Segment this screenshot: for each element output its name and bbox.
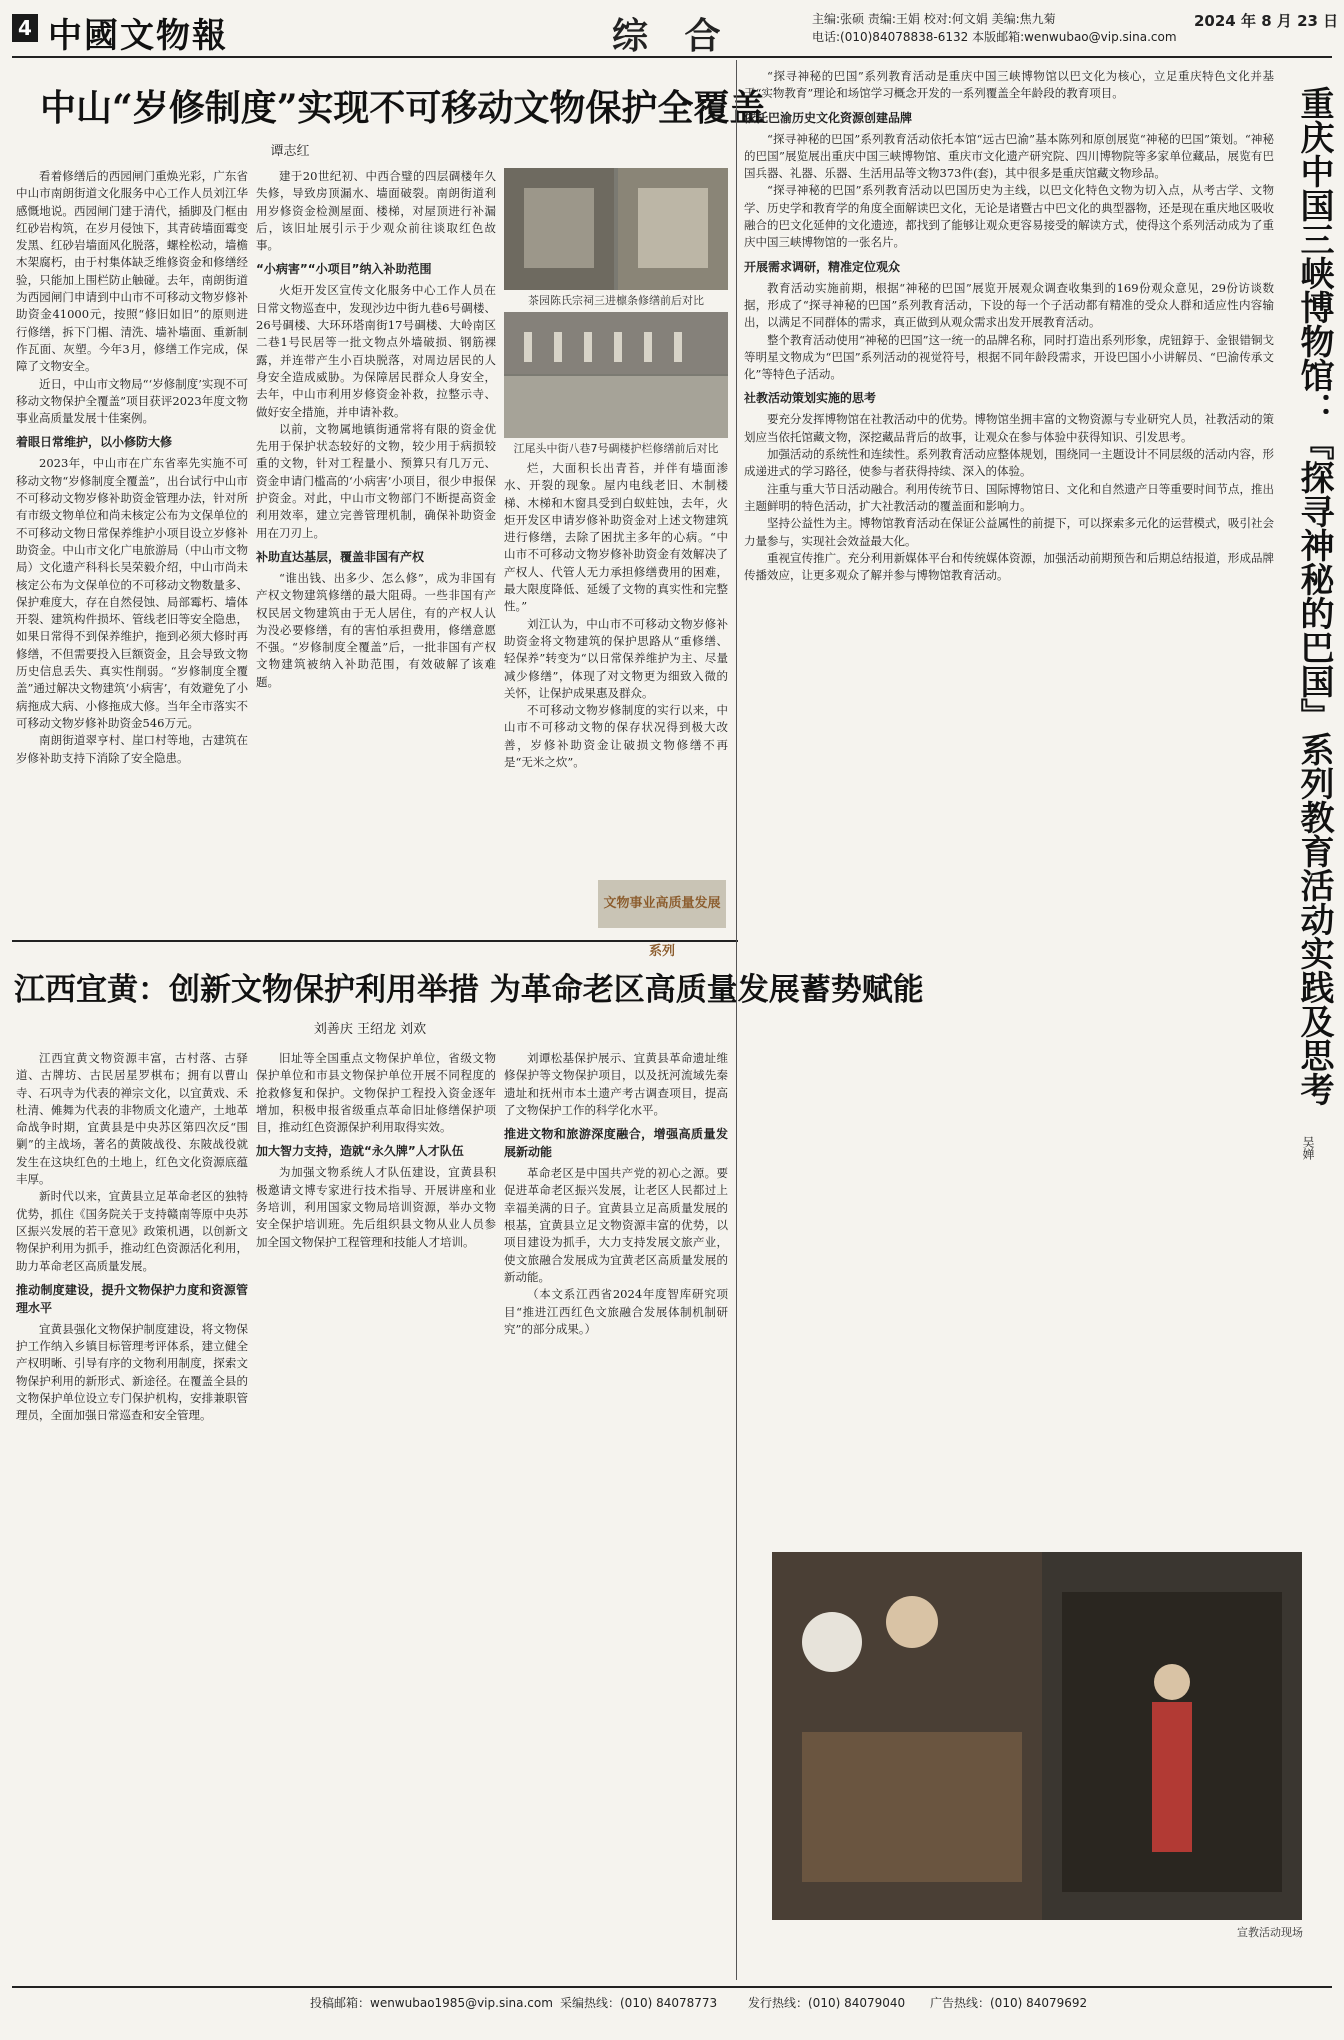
paragraph: 近日，中山市文物局“‘岁修制度’实现不可移动文物保护全覆盖”项目获评2023年度文物事业高质量发展十佳案例。: [16, 376, 248, 426]
subheading: 开展需求调研，精准定位观众: [744, 259, 901, 274]
paragraph: “探寻神秘的巴国”系列教育活动依托本馆“远古巴渝”基本陈列和原创展览“神秘的巴国”策划。“神秘的巴国”展览展出重庆中国三峡博物馆、重庆市文化遗产研究院、四川博物院等多家单位藏品，展览有巴国兵器、礼器、乐器、生活用品等文物373件(套)，其中很多是重庆馆藏文物珍品。: [744, 131, 1274, 181]
editors-line: 主编:张硕 责编:王娟 校对:何文娟 美编:焦九菊: [812, 12, 1056, 26]
paragraph: 以前，文物属地镇街通常将有限的资金优先用于保护状态较好的文物，较少用于病损较重的文物，针对工程量小、预算只有几万元、资金申请门槛高的‘小病害’小项目，很少申报保护资金。对此，中山市文物部门不断提高资金利用效率，建立完善管理机制，确保补助资金用在刀刃上。: [256, 421, 496, 540]
paragraph: 烂，大面积长出青苔，并伴有墙面渗水、开裂的现象。屋内电线老旧、木制楼梯、木梯和木窗具受到白蚁蛀蚀，去年，火炬开发区申请岁修补助资金对上述文物建筑进行修缮，去除了困扰主多年的心病。“中山市不可移动文物岁修补助资金有效解决了产权人、代管人无力承担修缮费用的困难，最大限度降低、延缓了文物的真实性和完整性。”: [504, 461, 728, 614]
paragraph: 为加强文物系统人才队伍建设，宜黄县积极邀请文博专家进行技术指导、开展讲座和业务培训，利用国家文物局培训资源，举办文物安全保护培训班。先后组织县文物从业人员参加全国文物保护工程管理和技能人才培训。: [256, 1165, 496, 1249]
photo3-caption: 宣教活动现场: [1237, 1926, 1303, 1939]
building-photo-before-after: [504, 168, 728, 290]
paragraph: 教育活动实施前期，根据“神秘的巴国”展览开展观众调查收集到的169份观众意见，29份访谈数据，形成了“探寻神秘的巴国”系列教育活动，下设的每一个子活动都有精准的受众人群和适应性内容输出，以满足不同群体的需求，真正做到从观众需求出发开展教育活动。: [744, 280, 1274, 330]
subheading: 加大智力支持，造就“永久牌”人才队伍: [256, 1144, 464, 1159]
paragraph: “探寻神秘的巴国”系列教育活动是重庆中国三峡博物馆以巴文化为核心，立足重庆特色文化并基于“实物教育”理论和场馆学习概念开发的一系列覆盖全年龄段的教育项目。: [744, 69, 1274, 101]
subheading: 推动制度建设，提升文物保护力度和资源管理水平: [16, 1282, 248, 1315]
paragraph: 旧址等全国重点文物保护单位，省级文物保护单位和市县文物保护单位开展不同程度的抢救修复和保护。文物保护工程投入资金逐年增加，积极申报省级重点革命旧址修缮保护项目，推动红色资源保护利用取得实效。: [256, 1051, 496, 1135]
article3-author: 吴婵: [1301, 1136, 1315, 1160]
paragraph: 要充分发挥博物馆在社教活动中的优势。博物馆坐拥丰富的文物资源与专业研究人员，社教活动的策划应当依托馆藏文物，深挖藏品背后的故事，让观众在参与体验中获得知识、引发思考。: [744, 412, 1274, 444]
paragraph: 火炬开发区宣传文化服务中心工作人员在日常文物巡查中，发现沙边中街九巷6号碉楼、26号碉楼、大环环塔南街17号碉楼、大岭南区二巷1号民居等一批文物点外墙破损、钢筋裸露，并连带产生小百块脱落，对周边居民的人身安全造成威胁。为保障居民群众人身安全，去年，中山市利用岁修资金补救，拉整示寺、做好安全措施，并申请补救。: [256, 283, 496, 419]
paragraph: 2023年，中山市在广东省率先实施不可移动文物“岁修制度全覆盖”，出台试行中山市不可移动文物岁修补助资金管理办法，针对所有市级文物单位和尚未核定公布为文保单位的不可移动文物日常保养维护小项目设立岁修补助资金。中山市文化广电旅游局（中山市文物局）文化遗产科科长吴荣毅介绍，中山市尚未核定公布为文保单位的不可移动文物数量多、保护难度大，存在自然侵蚀、局部霉朽、墙体开裂、建筑构件损坏、管线老旧等安全隐患，如果日常得不到保养维护，拖到必须大修时再修缮，不但需要投入巨额资金，且会导致文物历史信息丢失、真实性削弱。“岁修制度全覆盖”通过解决文物建筑‘小病害’，有效避免了小病拖成大病、小修拖成大修。当年全市落实不可移动文物岁修补助资金546万元。: [16, 456, 248, 730]
subheading: 社教活动策划实施的思考: [744, 391, 877, 406]
paragraph: 建于20世纪初、中西合璧的四层碉楼年久失修，导致房顶漏水、墙面破裂。南朗街道利用岁修资金检测屋面、楼梯，对屋顶进行补漏后，该旧址展引示于少观众前往谈取红色故事。: [256, 169, 496, 253]
subheading: “小病害”“小项目”纳入补助范围: [256, 262, 432, 277]
footer-divider: [12, 1986, 1332, 1988]
article2-column-1: [16, 1050, 248, 1980]
education-activity-photo: [772, 1552, 1302, 1920]
balustrade-photo-before-after: [504, 312, 728, 438]
paragraph: 看着修缮后的西园闸门重焕光彩，广东省中山市南朗街道文化服务中心工作人员刘江华感慨地说。西园闸门建于清代，插脚及门框由红砂岩构筑，在岁月侵蚀下，其青砖墙面霉变发黑、红砂岩墙面风化脱落，螺栓松动，墙檐木架腐朽，由于村集体缺乏维修资金和修缮经验，只能加上围栏防止触碰。去年，南朗街道为西园闸门申请到中山市不可移动文物岁修补助资金41000元，按照“修旧如旧”的原则进行修缮，拆下门楣、清洗、墙补墙面、重新制作瓦面、灰塑。今年3月，修缮工作完成，保障了文物安全。: [16, 169, 248, 374]
article2-column-2: [256, 1050, 496, 1980]
subheading: 推进文物和旅游深度融合，增强高质量发展新动能: [504, 1127, 728, 1160]
paragraph: 新时代以来，宜黄县立足革命老区的独特优势，抓住《国务院关于支持赣南等原中央苏区振兴发展的若干意见》政策机遇，以创新文物保护利用为抓手，推动红色资源活化利用，助力革命老区高质量发展。: [16, 1189, 248, 1273]
paragraph: （本文系江西省2024年度智库研究项目“推进江西红色文旅融合发展体制机制研究”的部分成果。）: [504, 1287, 728, 1336]
article2-author: 刘善庆 王绍龙 刘欢: [313, 1022, 427, 1037]
footer-ads: 广告热线：(010) 84079692: [930, 1996, 1088, 2010]
photo2-caption: 江尾头中街八巷7号碉楼护栏修缮前后对比: [513, 442, 719, 455]
footer-distribution: 发行热线：(010) 84079040: [748, 1996, 906, 2010]
paragraph: 重视宣传推广。充分利用新媒体平台和传统媒体资源，加强活动前期预告和后期总结报道，形成品牌传播效应，让更多观众了解并参与博物馆教育活动。: [744, 550, 1274, 583]
photo-illustration: [772, 1552, 1302, 1920]
article2-title: 江西宜黄：创新文物保护利用举措 为革命老区高质量发展蓄势赋能: [14, 972, 924, 1008]
paragraph: 注重与重大节日活动融合。利用传统节日、国际博物馆日、文化和自然遗产日等重要时间节点，推出主题鲜明的特色活动，扩大社教活动的覆盖面和影响力。: [744, 481, 1274, 513]
footer-contribute: 投稿邮箱：wenwubao1985@vip.sina.com: [310, 1996, 553, 2010]
subheading: 依托巴渝历史文化资源创建品牌: [744, 110, 913, 125]
paragraph: 江西宜黄文物资源丰富，古村落、古驿道、古牌坊、古民居星罗棋布；拥有以曹山寺、石巩寺为代表的禅宗文化，以宜黄戏、禾杜清、傩舞为代表的非物质文化遗产，土地革命战争时期，宜黄县是中央苏区第四次反“围剿”的主战场，著名的黄陂战役、东陂战役就发生在这块红色的土地上，红色文化资源底蕴丰厚。: [16, 1051, 248, 1187]
paragraph: 南朗街道翠亨村、崖口村等地，古建筑在岁修补助支持下消除了安全隐患。: [16, 733, 248, 765]
article1-column-3: [504, 460, 728, 870]
article1-column-1: [16, 168, 248, 928]
subheading: 着眼日常维护，以小修防大修: [16, 435, 173, 450]
editors-info: [812, 10, 1177, 46]
article-divider: [12, 940, 738, 942]
paragraph: 整个教育活动使用“神秘的巴国”这一统一的品牌名称，同时打造出系列形象，虎钮錞于、金银错铜戈等明星文物成为“巴国”系列活动的视觉符号，根据不同年龄段需求，开设巴国小小讲解员、“巴渝传承文化”等特色子活动。: [744, 332, 1274, 382]
photo-illustration: [504, 168, 728, 290]
issue-date: 2024 年 8 月 23 日: [1194, 12, 1339, 30]
paragraph: 加强活动的系统性和连续性。系列教育活动应整体规划，围绕同一主题设计不同层级的活动内容，形成递进式的学习路径，使参与者获得持续、深入的体验。: [744, 447, 1274, 479]
paragraph: “谁出钱、出多少、怎么修”，成为非国有产权文物建筑修缮的最大阻碍。一些非国有产权民居文物建筑由于无人居住，有的产权人认为没必要修缮，有的害怕承担费用，修缮意愿不强。“岁修制度全覆盖”后，一批非国有产权文物建筑被纳入补助范围，有效破解了该难题。: [256, 570, 496, 689]
footer-interview: 采编热线：(010) 84078773: [560, 1996, 718, 2010]
section-title: 综 合: [612, 16, 733, 57]
article1-title: 中山“岁修制度”实现不可移动文物保护全覆盖: [40, 87, 766, 129]
paragraph: 刘谭松基保护展示、宜黄县革命遗址维修保护等文物保护项目，以及抚河流域先秦遗址和抚州市本土遗产考古调查项目，提高了文物保护工作的科学化水平。: [504, 1051, 728, 1117]
photo1-caption: 茶园陈氏宗祠三进檩条修缮前后对比: [528, 294, 704, 307]
page-number: 4: [12, 14, 38, 42]
article1-author: 谭志红: [270, 144, 310, 159]
paragraph: 不可移动文物岁修制度的实行以来，中山市不可移动文物的保存状况得到极大改善，岁修补助资金让破损文物修缮不再是“无米之炊”。: [504, 703, 728, 770]
paragraph: 坚持公益性为主。博物馆教育活动在保证公益属性的前提下，可以探索多元化的运营模式，吸引社会力量参与，实现社会效益最大化。: [744, 516, 1274, 548]
column-divider: [736, 60, 737, 1980]
paragraph: 刘江认为，中山市不可移动文物岁修补助资金将文物建筑的保护思路从“重修缮、轻保养”转变为“以日常保养维护为主、尽量减少修缮”，体现了对文物更为细致入微的关怀，让保护成果惠及群众。: [504, 616, 728, 700]
paragraph: 革命老区是中国共产党的初心之源。要促进革命老区振兴发展，让老区人民都过上幸福美满的日子。宜黄县立足高质量发展的根基，宜黄县立足文物资源丰富的优势，以项目建设为抓手，大力支持发展文旅产业，使文旅融合发展成为宜黄老区高质量发展的新动能。: [504, 1166, 728, 1284]
article3-body: [744, 68, 1274, 1544]
series-banner: 文物事业高质量发展系列: [598, 880, 726, 928]
article1-column-2: [256, 168, 496, 928]
subheading: 补助直达基层，覆盖非国有产权: [256, 549, 425, 564]
paragraph: 宜黄县强化文物保护制度建设，将文物保护工作纳入乡镇目标管理考评体系，建立健全产权明晰、引导有序的文物利用制度，探索文物保护利用的新形式、新途径。在覆盖全县的文物保护单位设立专门保护机构，安排兼职管理员，全面加强日常巡查和安全管理。: [16, 1321, 248, 1423]
newspaper-logo: 中國文物報: [48, 16, 228, 56]
header-divider: [12, 56, 1332, 58]
contact-line: 电话:(010)84078838-6132 本版邮箱:wenwubao@vip.sina.com: [812, 30, 1177, 44]
photo-illustration: [504, 312, 728, 438]
article2-column-3: [504, 1050, 728, 1980]
article3-vertical-title: 重庆中国三峡博物馆：『探寻神秘的巴国』系列教育活动实践及思考: [1294, 86, 1334, 1106]
paragraph: “探寻神秘的巴国”系列教育活动以巴国历史为主线，以巴文化特色文物为切入点，从考古学、文物学、历史学和教育学的角度全面解读巴文化，无论是诸暨古中巴文化的典型器物，还是现在重庆地区吸收融合的巴文化延伸的文化遗迹，都找到了能够让观众更容易接受的解读方式，使得这个系列活动成为了重庆中国三峡博物馆的一张名片。: [744, 183, 1274, 250]
